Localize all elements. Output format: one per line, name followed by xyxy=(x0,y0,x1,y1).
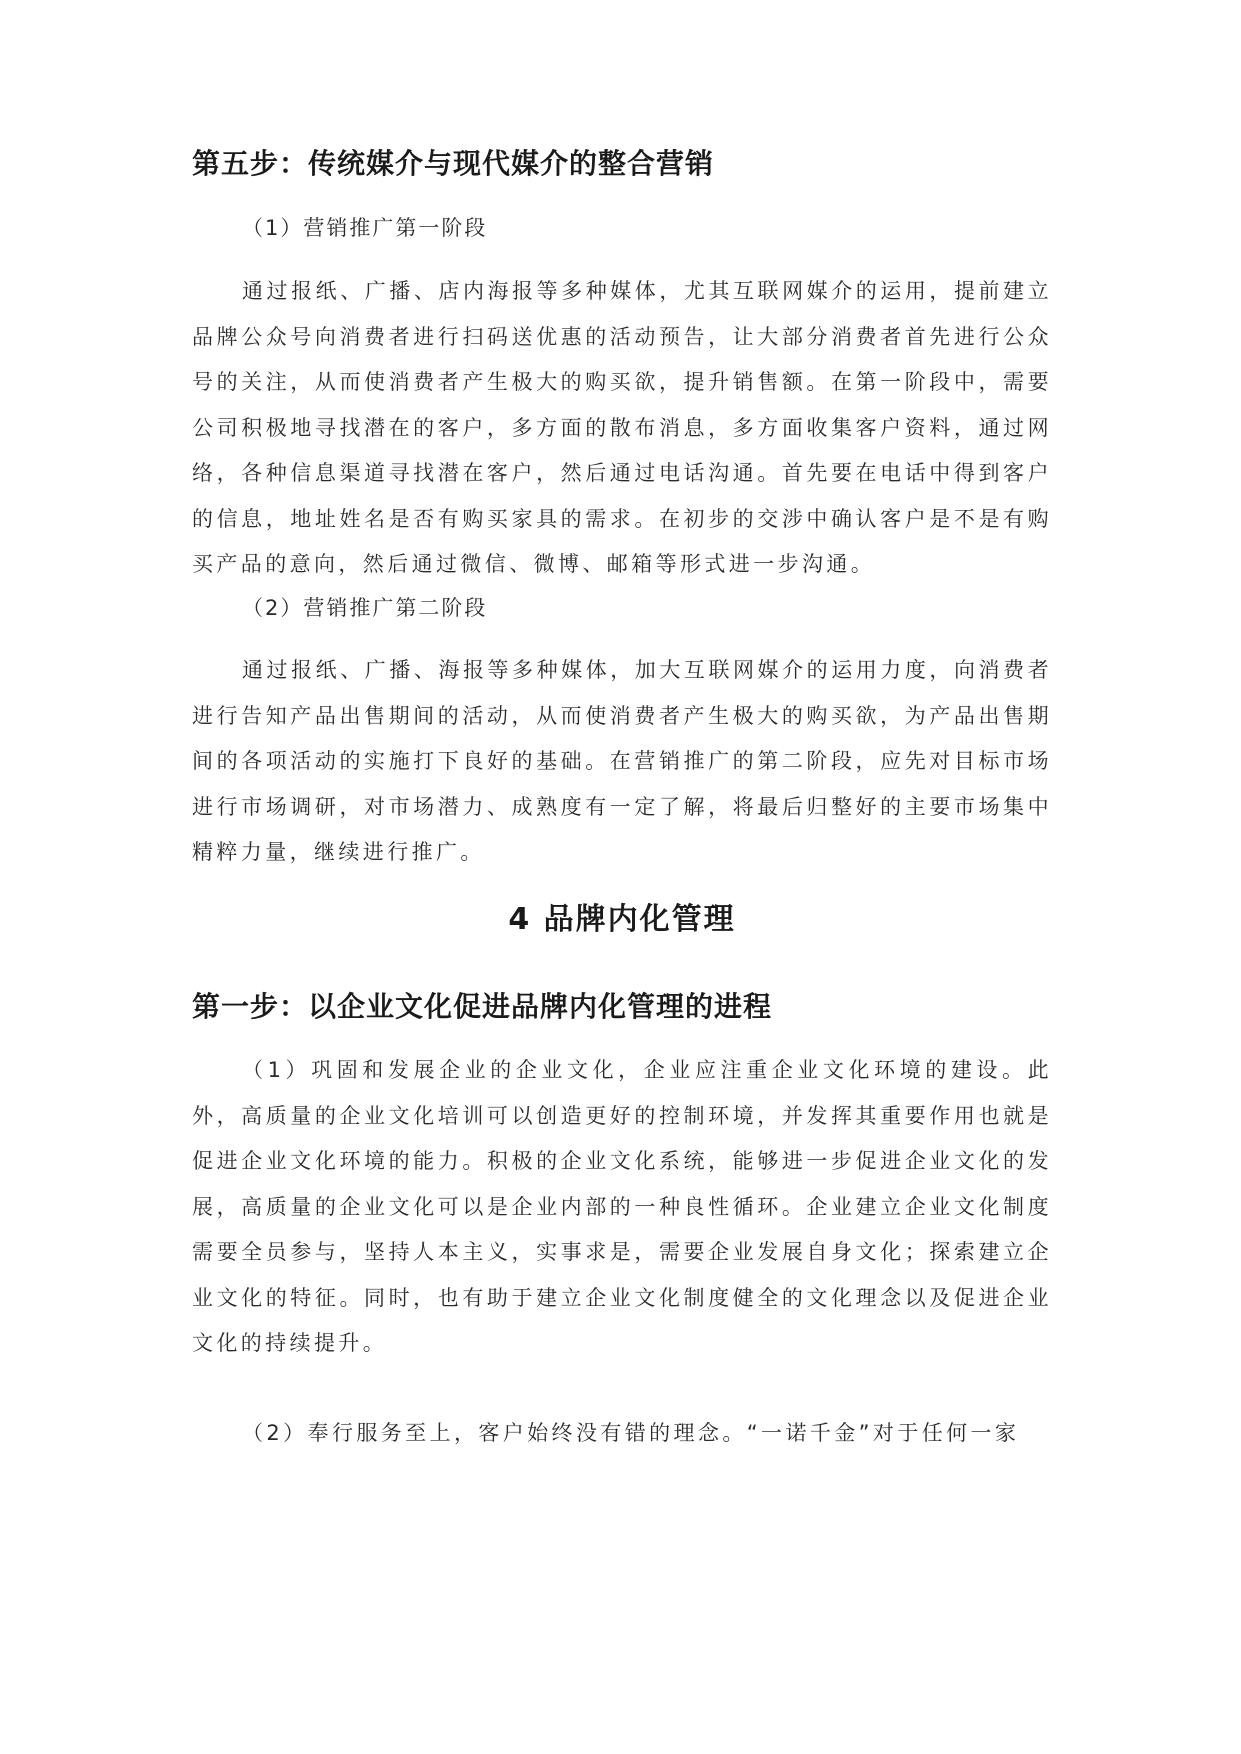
stage2-title: （2）营销推广第二阶段 xyxy=(242,596,488,620)
stage2-paragraph: 通过报纸、广播、海报等多种媒体，加大互联网媒介的运用力度，向消费者进行告知产品出售期间的活动，从而使消费者产生极大的购买欲，为产品出售期间的各项活动的实施打下良好的基础。在营销推广的第二阶段，应先对目标市场进行市场调研，对市场潜力、成熟度有一定了解，将最后归整好的主要市场集中精粹力量，继续进行推广。 xyxy=(192,658,1052,864)
step1-heading: 第一步：以企业文化促进品牌内化管理的进程 xyxy=(192,990,773,1023)
point2-paragraph: （2）奉行服务至上，客户始终没有错的理念。“一诺千金”对于任何一家 xyxy=(242,1421,1020,1445)
step5-heading: 第五步：传统媒介与现代媒介的整合营销 xyxy=(192,147,715,180)
stage1-title: （1）营销推广第一阶段 xyxy=(242,216,488,240)
document-page xyxy=(192,0,1052,1754)
point1-paragraph: （1）巩固和发展企业的企业文化，企业应注重企业文化环境的建设。此外，高质量的企业文化培训可以创造更好的控制环境，并发挥其重要作用也就是促进企业文化环境的能力。积极的企业文化系统，能够进一步促进企业文化的发展，高质量的企业文化可以是企业内部的一种良性循环。企业建立企业文化制度需要全员参与，坚持人本主义，实事求是，需要企业发展自身文化；探索建立企业文化的特征。同时，也有助于建立企业文化制度健全的文化理念以及促进企业文化的持续提升。 xyxy=(192,1058,1052,1355)
chapter-heading: 4 品牌内化管理 xyxy=(508,902,736,937)
stage1-paragraph: 通过报纸、广播、店内海报等多种媒体，尤其互联网媒介的运用，提前建立品牌公众号向消费者进行扫码送优惠的活动预告，让大部分消费者首先进行公众号的关注，从而使消费者产生极大的购买欲，提升销售额。在第一阶段中，需要公司积极地寻找潜在的客户，多方面的散布消息，多方面收集客户资料，通过网络，各种信息渠道寻找潜在客户，然后通过电话沟通。首先要在电话中得到客户的信息，地址姓名是否有购买家具的需求。在初步的交涉中确认客户是不是有购买产品的意向，然后通过微信、微博、邮箱等形式进一步沟通。 xyxy=(192,279,1052,576)
